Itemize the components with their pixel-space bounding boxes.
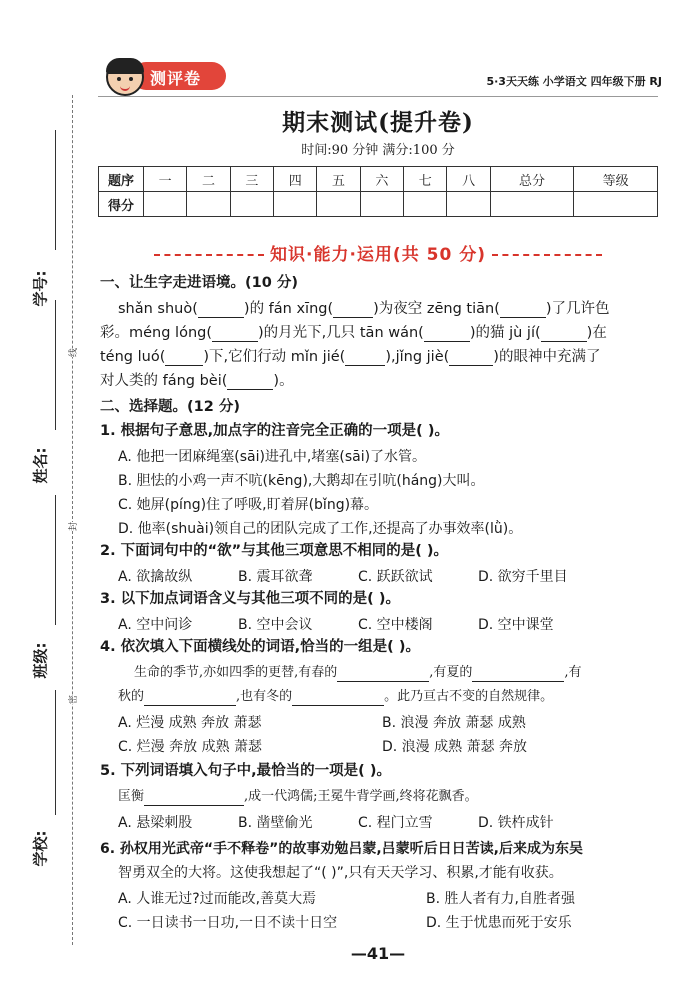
name-label: 姓名: <box>31 447 50 484</box>
answer-blank[interactable] <box>337 667 429 682</box>
score-cell[interactable] <box>274 192 317 217</box>
page-title: 期末测试(提升卷) <box>282 109 474 136</box>
text-seg: 生命的季节,亦如四季的更替,有春的 <box>134 665 338 680</box>
score-cell[interactable] <box>144 192 187 217</box>
answer-blank[interactable] <box>541 327 587 342</box>
q3-option-c[interactable]: C. 空中楼阁 <box>358 617 433 633</box>
text-seg: 。此乃亘古不变的自然规律。 <box>384 689 554 704</box>
q1-option-b[interactable]: B. 胆怯的小鸡一声不吭(kēng),大鹅却在引吭(háng)大叫。 <box>118 473 485 489</box>
answer-blank[interactable] <box>500 303 546 318</box>
score-table <box>98 166 658 217</box>
name-field[interactable] <box>55 300 56 430</box>
answer-blank[interactable] <box>212 327 258 342</box>
score-cell[interactable] <box>447 192 490 217</box>
text-seg: )的猫 jù jí( <box>469 325 541 341</box>
student-id-label: 学号: <box>31 270 50 307</box>
col-header: 等级 <box>574 167 658 192</box>
test-badge <box>104 58 226 94</box>
text-seg: 匡衡 <box>118 789 145 804</box>
col-header: 三 <box>230 167 273 192</box>
text-seg: ,有夏的 <box>429 665 473 680</box>
part2-heading: 二、选择题。(12 分) <box>100 399 240 415</box>
question-4-stem: 4. 依次填入下面横线处的词语,恰当的一组是( )。 <box>100 639 420 655</box>
mascot-hair-icon <box>106 58 144 74</box>
q4-option-a[interactable]: A. 烂漫 成熟 奔放 萧瑟 <box>118 715 262 731</box>
answer-blank[interactable] <box>165 351 203 366</box>
part1-heading: 一、让生字走进语境。(10 分) <box>100 275 298 291</box>
q1-option-c[interactable]: C. 她屏(píng)住了呼吸,盯着屏(bǐng)幕。 <box>118 497 379 513</box>
class-label: 班级: <box>31 642 50 679</box>
col-header: 六 <box>360 167 403 192</box>
question-6-stem-line2: 智勇双全的大将。这使我想起了“( )”,只有天天学习、积累,才能有收获。 <box>118 865 563 881</box>
q4-passage-line <box>134 664 694 682</box>
answer-blank[interactable] <box>424 327 470 342</box>
part1-line <box>100 372 660 390</box>
text-seg: 彩。méng lóng( <box>100 325 212 341</box>
q1-option-d[interactable]: D. 他率(shuài)领自己的团队完成了工作,还提高了办事效率(lǜ)。 <box>118 521 523 537</box>
score-cell[interactable] <box>317 192 360 217</box>
seal-mark-secret: 密 <box>66 695 79 704</box>
text-seg: shǎn shuò( <box>118 301 198 317</box>
page-number: —41— <box>350 944 406 963</box>
text-seg: ,也有冬的 <box>236 689 293 704</box>
series-info: 5·3天天练 小学语文 四年级下册 RJ <box>486 75 662 88</box>
question-6-stem-line1: 6. 孙权用光武帝“手不释卷”的故事劝勉吕蒙,吕蒙听后日日苦读,后来成为东吴 <box>100 841 583 857</box>
part1-line <box>118 300 678 318</box>
badge-label: 测评卷 <box>150 69 202 88</box>
binding-margin <box>0 0 98 984</box>
q2-option-d[interactable]: D. 欲穷千里目 <box>478 569 568 585</box>
q2-option-a[interactable]: A. 欲擒故纵 <box>118 569 193 585</box>
q3-option-a[interactable]: A. 空中问诊 <box>118 617 193 633</box>
answer-blank[interactable] <box>144 791 244 806</box>
text-seg: )了几许色 <box>545 301 610 317</box>
text-seg: )的眼神中充满了 <box>493 349 601 365</box>
row-label-score: 得分 <box>99 192 144 217</box>
score-cell[interactable] <box>490 192 574 217</box>
score-table-header-row <box>99 167 658 192</box>
section-banner <box>98 240 658 265</box>
q4-passage-line <box>118 688 678 706</box>
q2-option-b[interactable]: B. 震耳欲聋 <box>238 569 313 585</box>
text-seg: ),jǐng jiè( <box>385 349 450 365</box>
answer-blank[interactable] <box>292 691 384 706</box>
text-seg: )的月光下,几只 tān wán( <box>258 325 424 341</box>
q4-option-b[interactable]: B. 浪漫 奔放 萧瑟 成熟 <box>382 715 526 731</box>
q6-option-d[interactable]: D. 生于忧患而死于安乐 <box>426 915 572 931</box>
answer-blank[interactable] <box>345 351 385 366</box>
answer-blank[interactable] <box>333 303 373 318</box>
text-seg: )。 <box>273 373 294 389</box>
question-5-stem: 5. 下列词语填入句子中,最恰当的一项是( )。 <box>100 763 391 779</box>
text-seg: ,有 <box>564 665 582 680</box>
col-header: 总分 <box>490 167 574 192</box>
cut-line <box>72 95 73 945</box>
mascot-eye-icon <box>129 77 133 81</box>
q5-option-a[interactable]: A. 悬梁刺股 <box>118 815 193 831</box>
score-cell[interactable] <box>360 192 403 217</box>
text-seg: 对人类的 fáng bèi( <box>100 373 228 389</box>
school-field[interactable] <box>55 690 56 815</box>
answer-blank[interactable] <box>144 691 236 706</box>
col-header: 八 <box>447 167 490 192</box>
q3-option-b[interactable]: B. 空中会议 <box>238 617 313 633</box>
score-table-score-row <box>99 192 658 217</box>
answer-blank[interactable] <box>472 667 564 682</box>
banner-dash-left <box>154 254 264 256</box>
text-seg: 秋的 <box>118 689 145 704</box>
q5-option-c[interactable]: C. 程门立雪 <box>358 815 433 831</box>
question-1-stem: 1. 根据句子意思,加点字的注音完全正确的一项是( )。 <box>100 423 449 439</box>
text-seg: )为夜空 zēng tiān( <box>373 301 500 317</box>
seal-mark-seal: 封 <box>66 522 79 531</box>
mascot-eye-icon <box>117 77 121 81</box>
part1-line <box>100 324 660 342</box>
col-header: 五 <box>317 167 360 192</box>
text-seg: ,成一代鸿儒;王冕牛背学画,终将花飘香。 <box>244 789 478 804</box>
question-2-stem: 2. 下面词句中的“欲”与其他三项意思不相同的是( )。 <box>100 543 449 559</box>
score-cell[interactable] <box>230 192 273 217</box>
score-cell[interactable] <box>187 192 230 217</box>
class-field[interactable] <box>55 495 56 625</box>
seal-mark-line: 线 <box>66 348 79 357</box>
answer-blank[interactable] <box>227 375 273 390</box>
section-banner-text: 知识·能力·运用(共 50 分) <box>270 245 486 265</box>
q3-option-d[interactable]: D. 空中课堂 <box>478 617 554 633</box>
question-3-stem: 3. 以下加点词语含义与其他三项不同的是( )。 <box>100 591 400 607</box>
score-cell[interactable] <box>404 192 447 217</box>
q4-option-c[interactable]: C. 烂漫 奔放 成熟 萧瑟 <box>118 739 263 755</box>
col-header: 四 <box>274 167 317 192</box>
q2-option-c[interactable]: C. 跃跃欲试 <box>358 569 433 585</box>
school-label: 学校: <box>31 830 50 867</box>
col-header: 二 <box>187 167 230 192</box>
col-header: 七 <box>404 167 447 192</box>
score-cell[interactable] <box>574 192 658 217</box>
q5-passage <box>118 788 678 806</box>
q4-option-d[interactable]: D. 浪漫 成熟 萧瑟 奔放 <box>382 739 528 755</box>
q5-option-b[interactable]: B. 凿壁偷光 <box>238 815 313 831</box>
text-seg: )下,它们行动 mǐn jié( <box>203 349 346 365</box>
text-seg: )在 <box>586 325 607 341</box>
banner-dash-right <box>492 254 602 256</box>
q6-option-c[interactable]: C. 一日读书一日功,一日不读十日空 <box>118 915 338 931</box>
text-seg: )的 fán xīng( <box>243 301 334 317</box>
header-divider <box>98 96 658 97</box>
answer-blank[interactable] <box>449 351 493 366</box>
q1-option-a[interactable]: A. 他把一团麻绳塞(sāi)进孔中,堵塞(sāi)了水管。 <box>118 449 427 465</box>
answer-blank[interactable] <box>198 303 244 318</box>
q6-option-b[interactable]: B. 胜人者有力,自胜者强 <box>426 891 575 907</box>
exam-time-info: 时间:90 分钟 满分:100 分 <box>301 143 455 158</box>
student-id-field[interactable] <box>55 130 56 250</box>
q5-option-d[interactable]: D. 铁杵成针 <box>478 815 554 831</box>
part1-line <box>100 348 660 366</box>
col-header: 一 <box>144 167 187 192</box>
row-label-order: 题序 <box>99 167 144 192</box>
q6-option-a[interactable]: A. 人谁无过?过而能改,善莫大焉 <box>118 891 317 907</box>
text-seg: téng luó( <box>100 349 166 365</box>
